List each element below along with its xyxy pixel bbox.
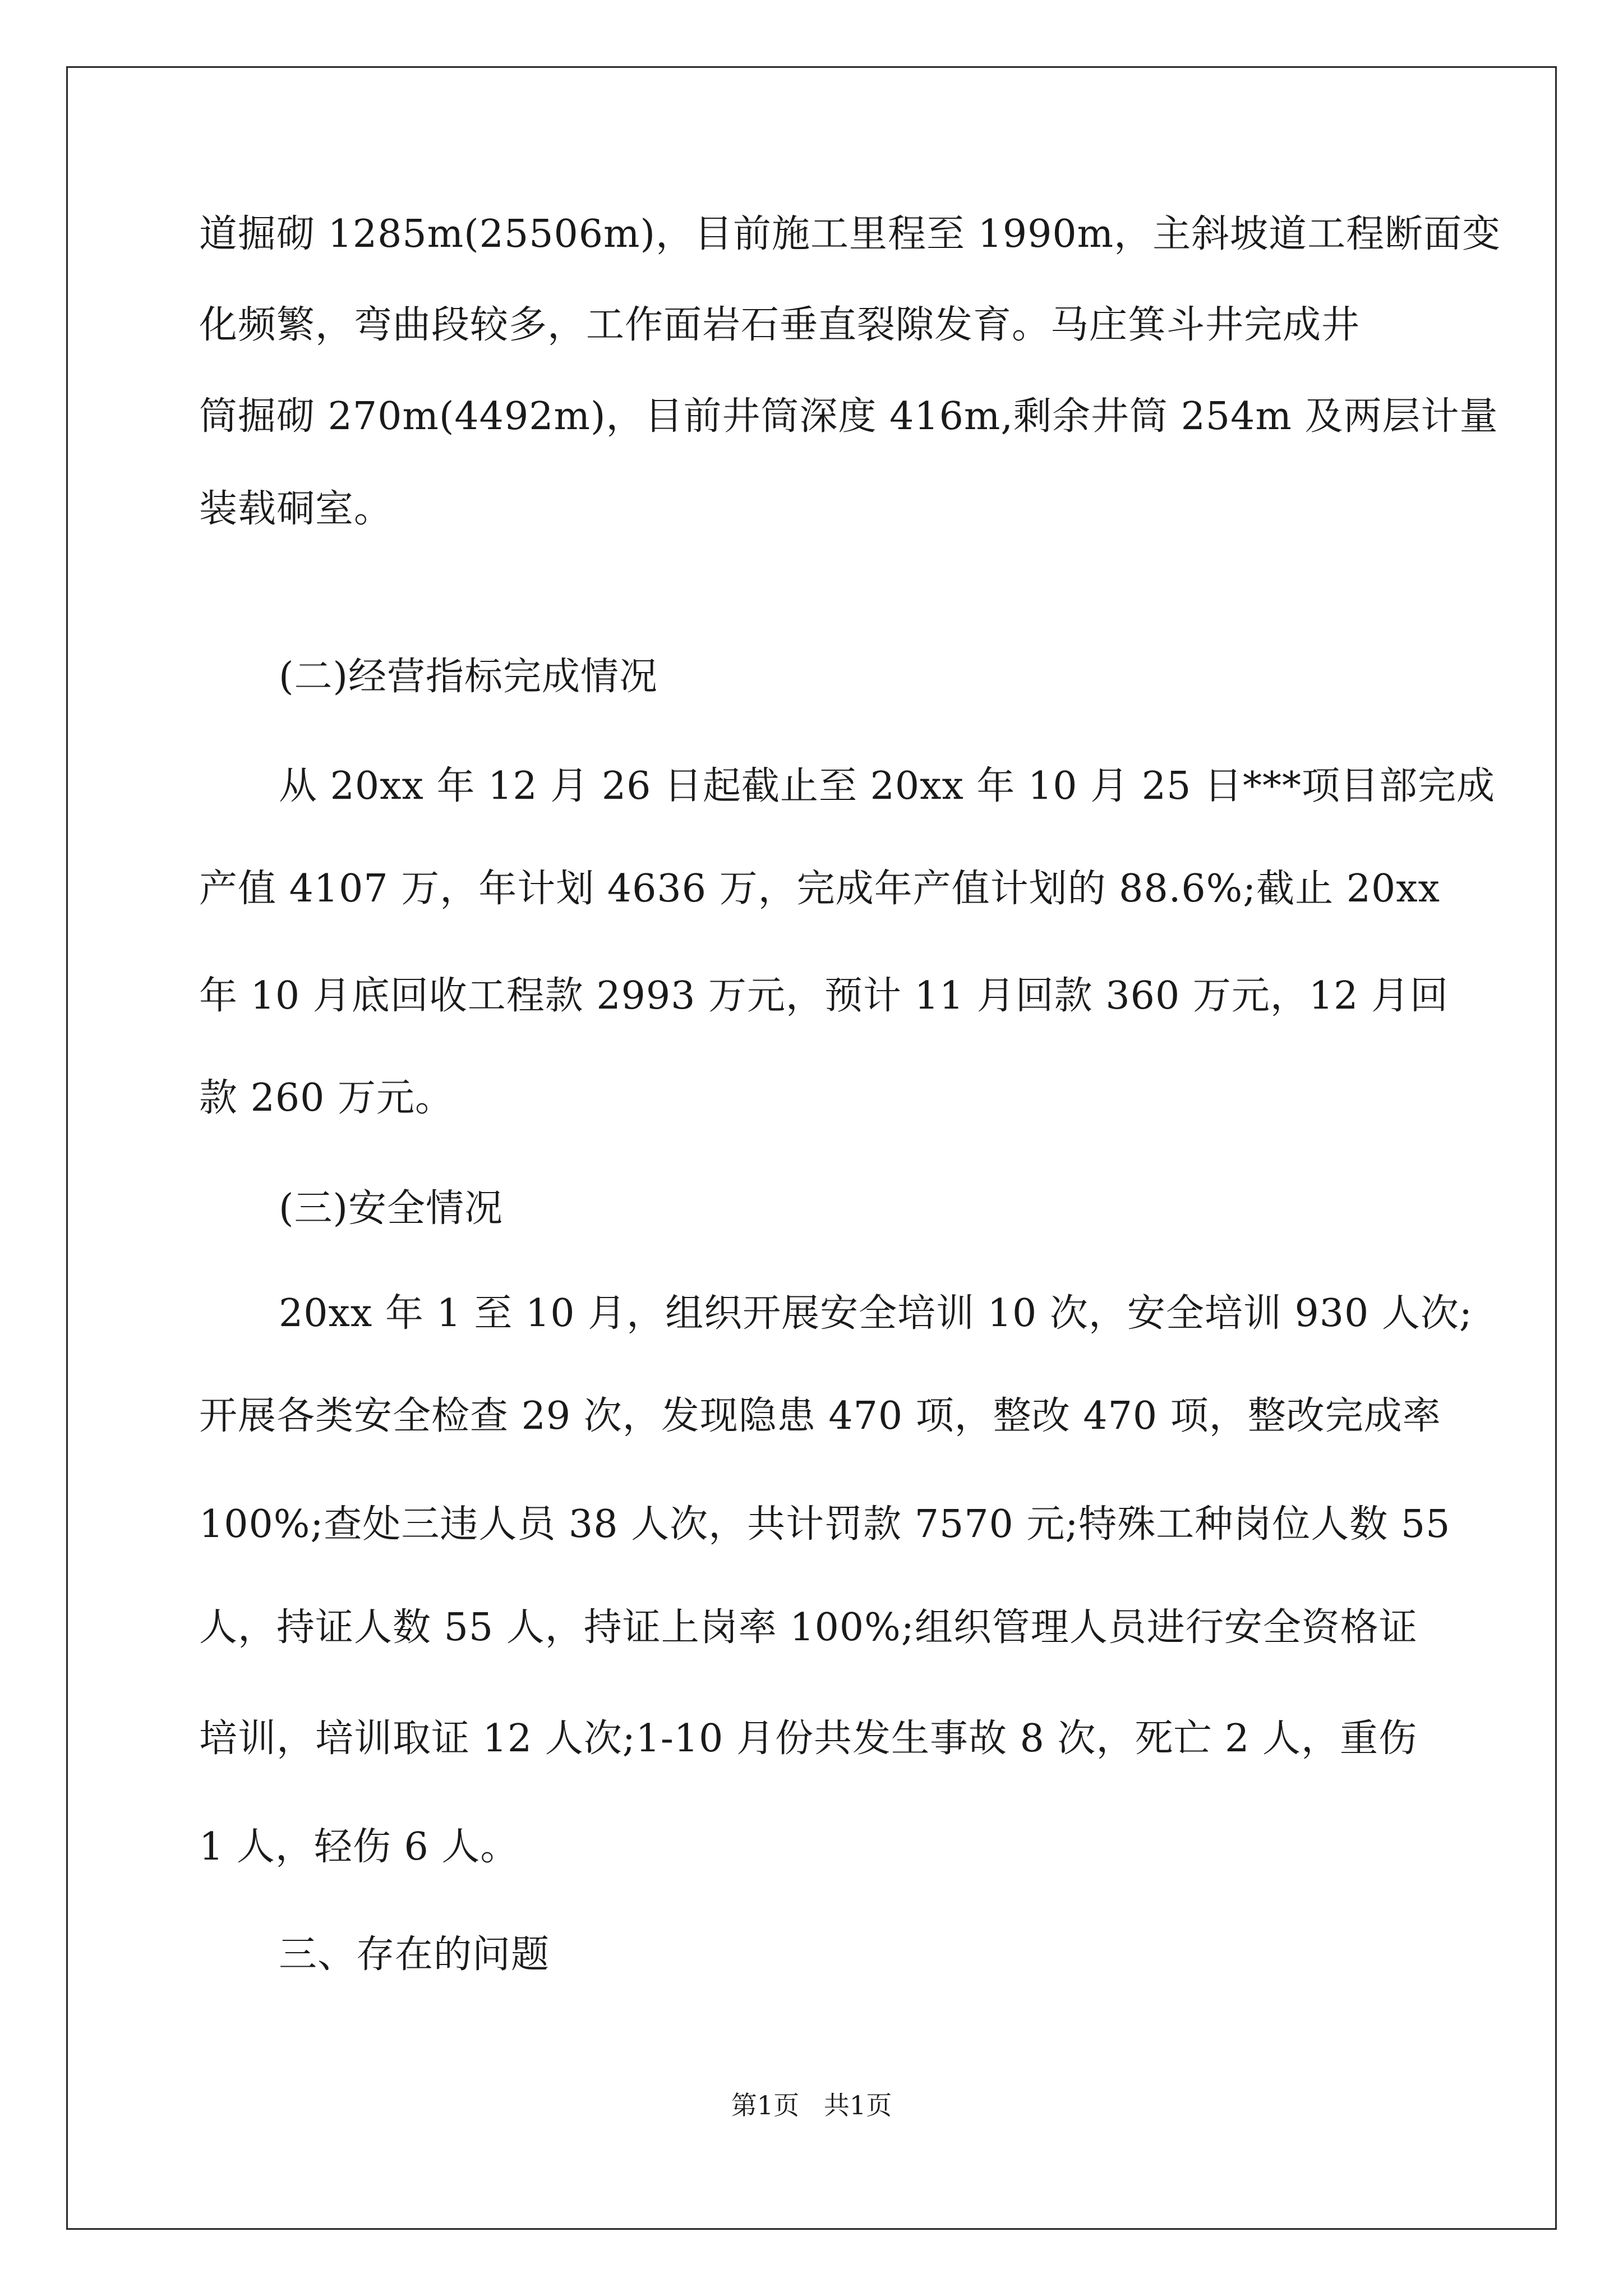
- text-line: 从 20xx 年 12 月 26 日起截止至 20xx 年 10 月 25 日***项目部完成: [279, 764, 1495, 808]
- text-line: 1 人，轻伤 6 人。: [199, 1825, 519, 1869]
- page-footer: 第1页 共1页: [731, 2090, 892, 2120]
- text-line: 人，持证人数 55 人，持证上岗率 100%;组织管理人员进行安全资格证: [199, 1605, 1418, 1650]
- text-line: 100%;查处三违人员 38 人次，共计罚款 7570 元;特殊工种岗位人数 55: [199, 1502, 1451, 1547]
- page-border: [66, 66, 1557, 2230]
- text-line: 20xx 年 1 至 10 月，组织开展安全培训 10 次，安全培训 930 人次;: [279, 1291, 1473, 1336]
- text-line: 年 10 月底回收工程款 2993 万元，预计 11 月回款 360 万元，12 月回: [199, 974, 1449, 1018]
- section-heading: 三、存在的问题: [279, 1932, 550, 1977]
- section-heading: (三)安全情况: [279, 1186, 504, 1231]
- text-line: 培训，培训取证 12 人次;1-10 月份共发生事故 8 次，死亡 2 人，重伤: [199, 1717, 1418, 1761]
- text-line: 装载硐室。: [199, 487, 393, 531]
- section-heading: (二)经营指标完成情况: [279, 655, 658, 699]
- text-line: 产值 4107 万，年计划 4636 万，完成年产值计划的 88.6%;截止 20xx: [199, 867, 1440, 911]
- text-line: 筒掘砌 270m(4492m)，目前井筒深度 416m,剩余井筒 254m 及两层计量: [199, 394, 1498, 439]
- text-line: 开展各类安全检查 29 次，发现隐患 470 项，整改 470 项，整改完成率: [199, 1394, 1441, 1438]
- text-line: 道掘砌 1285m(25506m)，目前施工里程至 1990m，主斜坡道工程断面变: [199, 212, 1501, 256]
- text-line: 化频繁，弯曲段较多，工作面岩石垂直裂隙发育。马庄箕斗井完成井: [199, 303, 1361, 347]
- text-line: 款 260 万元。: [199, 1076, 454, 1120]
